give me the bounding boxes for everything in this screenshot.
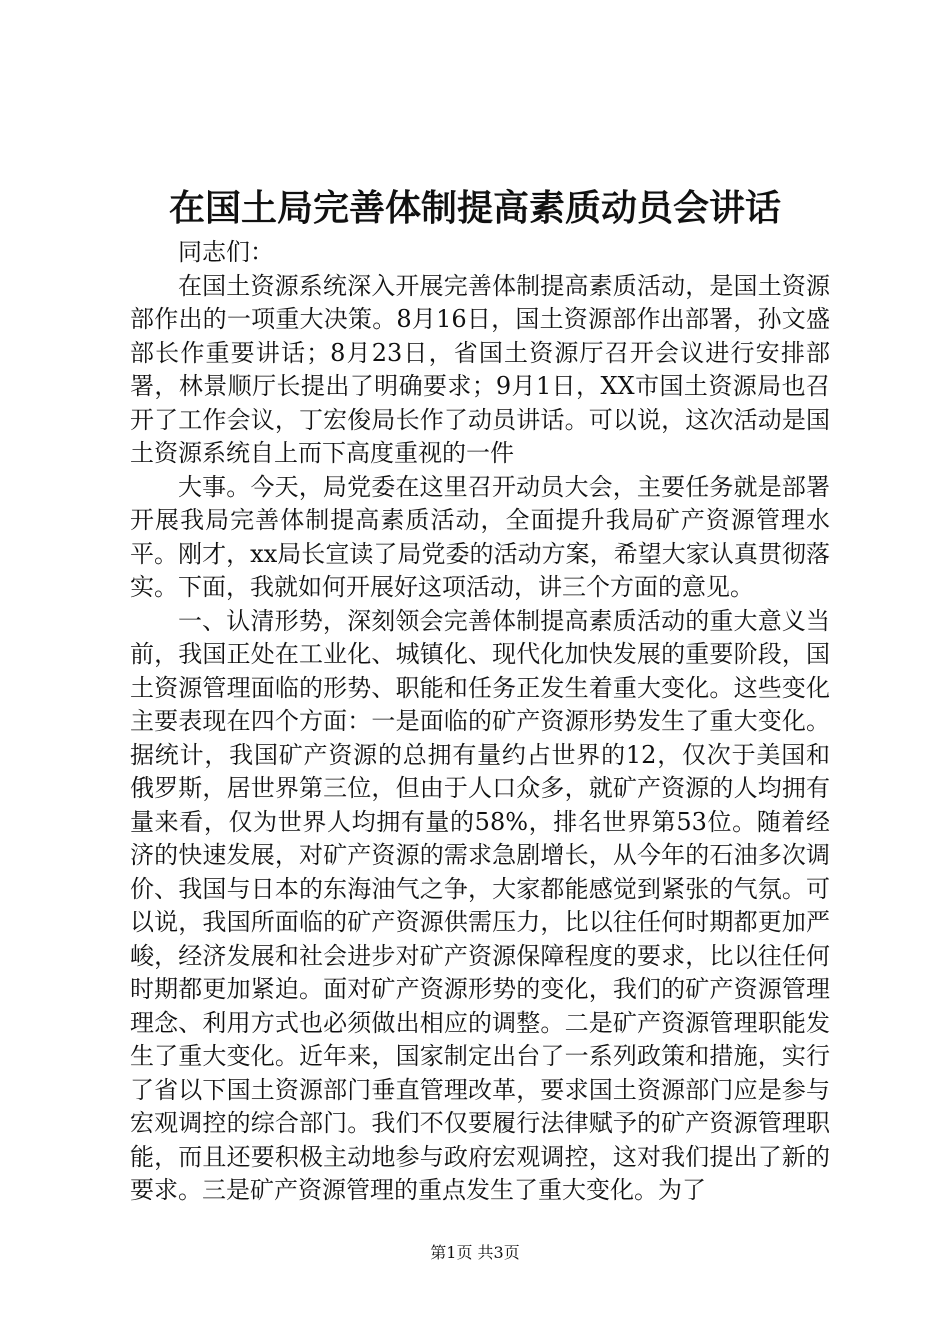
document-title: 在国土局完善体制提高素质动员会讲话 xyxy=(168,187,781,229)
body-paragraph: 大事。今天，局党委在这里召开动员大会，主要任务就是部署开展我局完善体制提高素质活动，全面提升我局矿产资源管理水平。刚才，xx局长宣读了局党委的活动方案，希望大家认真贯彻落实。下面，我就如何开展好这项活动，讲三个方面的意见。 xyxy=(130,472,830,601)
page-number-footer: 第1页 共3页 xyxy=(430,1243,520,1262)
salutation-paragraph: 同志们： xyxy=(178,238,274,266)
body-paragraph: 一、认清形势，深刻领会完善体制提高素质活动的重大意义当前，我国正处在工业化、城镇化、现代化加快发展的重要阶段，国土资源管理面临的形势、职能和任务正发生着重大变化。这些变化主要表现在四个方面：一是面临的矿产资源形势发生了重大变化。据统计，我国矿产资源的总拥有量约占世界的12，仅次于美国和俄罗斯，居世界第三位，但由于人口众多，就矿产资源的人均拥有量来看，仅为世界人均拥有量的58%，排名世界第53位。随着经济的快速发展，对矿产资源的需求急剧增长，从今年的石油多次调价、我国与日本的东海油气之争，大家都能感觉到紧张的气氛。可以说，我国所面临的矿产资源供需压力，比以往任何时期都更加严峻，经济发展和社会进步对矿产资源保障程度的要求，比以往任何时期都更加紧迫。面对矿产资源形势的变化，我们的矿产资源管理理念、利用方式也必须做出相应的调整。二是矿产资源管理职能发生了重大变化。近年来，国家制定出台了一系列政策和措施，实行了省以下国土资源部门垂直管理改革，要求国土资源部门应是参与宏观调控的综合部门。我们不仅要履行法律赋予的矿产资源管理职能，而且还要积极主动地参与政府宏观调控，这对我们提出了新的要求。三是矿产资源管理的重点发生了重大变化。为了 xyxy=(130,606,830,1204)
body-paragraph: 在国土资源系统深入开展完善体制提高素质活动，是国土资源部作出的一项重大决策。8月16日，国土资源部作出部署，孙文盛部长作重要讲话；8月23日，省国土资源厅召开会议进行安排部署，林景顺厅长提出了明确要求；9月1日，XX市国土资源局也召开了工作会议，丁宏俊局长作了动员讲话。可以说，这次活动是国土资源系统自上而下高度重视的一件 xyxy=(130,271,830,467)
document-body xyxy=(130,236,830,1208)
